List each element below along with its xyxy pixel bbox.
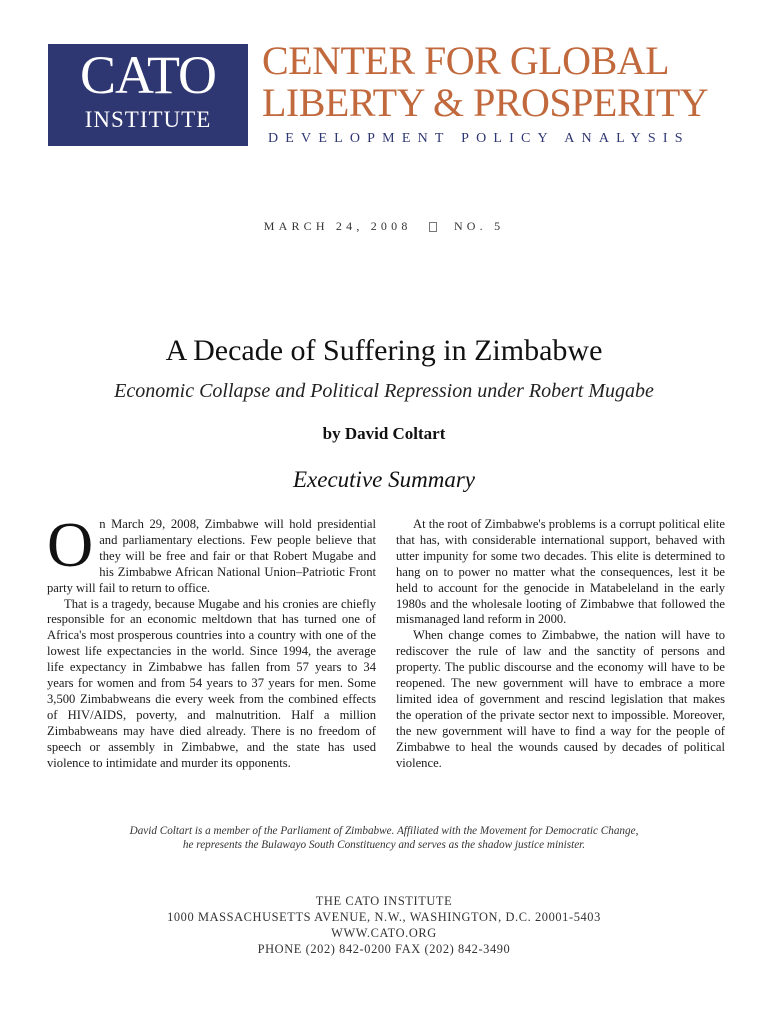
paragraph: At the root of Zimbabwe's problems is a corrupt political elite that has, with considerable international support, behaved with utter impunity for some two decades. This elite is determined to hang on to power no matter what the consequences, lest it be held to account for the genocide in Matabeleland in the early 1980s and the wholesale looting of Zimbabwe that followed the mismanaged land reform in 2000.: [396, 517, 725, 627]
page-title: A Decade of Suffering in Zimbabwe: [165, 334, 603, 367]
footer-address: 1000 MASSACHUSETTS AVENUE, N.W., WASHINGTON, D.C. 20001-5403: [167, 910, 601, 924]
paragraph-text: n March 29, 2008, Zimbabwe will hold presidential and parliamentary elections. Few people believe that they will be free and fair or that Robert Mugabe and his Zimbabwe African National Union–Patriotic Front party will fail to return to office.: [47, 517, 376, 595]
drop-cap: O: [47, 509, 94, 580]
footer-website: WWW.CATO.ORG: [331, 926, 437, 940]
author-note-line2: he represents the Bulawayo South Constituency and serves as the shadow justice minister.: [182, 839, 586, 851]
section-heading: Executive Summary: [292, 467, 475, 492]
paragraph: When change comes to Zimbabwe, the nation will have to rediscover the rule of law and the sanctity of persons and property. The public discourse and the economy will have to be reopened. The new government will have to embrace a more limited idea of government and rescind legislation that makes the operation of the private sector next to impossible. Moreover, the new government will have to find a way for the people of Zimbabwe to heal the wounds caused by decades of political violence.: [396, 628, 725, 770]
center-title-line1: CENTER FOR GLOBAL: [262, 38, 670, 83]
footer: [0, 893, 768, 957]
paragraph: That is a tragedy, because Mugabe and his cronies are chiefly responsible for an economic meltdown that has turned one of Africa's most prosperous countries into a country with one of the lowest life expectancies in the world. Since 1994, the average life expectancy in Zimbabwe has fallen from 57 years to 34 years for women and from 54 years to 37 years for men. Some 3,500 Zimbabweans die every week from the combined effects of HIV/AIDS, poverty, and malnutrition. Half a million Zimbabweans may have died already. There is no freedom of speech or assembly in Zimbabwe, and the state has used violence to intimidate and murder its opponents.: [47, 596, 376, 770]
cato-logo: [48, 44, 248, 146]
author-note: [60, 824, 708, 852]
center-title-line2: LIBERTY & PROSPERITY: [262, 80, 709, 125]
footer-org: THE CATO INSTITUTE: [315, 894, 453, 908]
logo-bottom-text: INSTITUTE: [84, 107, 212, 132]
left-column: [47, 509, 376, 772]
issue-number: NO. 5: [453, 219, 505, 233]
masthead: [0, 0, 768, 160]
footer-phone: PHONE (202) 842-0200 FAX (202) 842-3490: [257, 942, 511, 956]
logo-top-text: CATO: [79, 45, 217, 105]
byline: by David Coltart: [322, 424, 446, 443]
center-title: [262, 40, 732, 124]
right-column: [396, 517, 725, 772]
dateline: [0, 219, 768, 234]
paragraph: [47, 509, 376, 597]
page-subtitle: Economic Collapse and Political Repression under Robert Mugabe: [114, 380, 654, 402]
series-name: DEVELOPMENT POLICY ANALYSIS: [268, 131, 690, 146]
separator-box-icon: [429, 222, 437, 232]
issue-date: MARCH 24, 2008: [263, 219, 412, 233]
author-note-line1: David Coltart is a member of the Parliament of Zimbabwe. Affiliated with the Movement for Democratic Change,: [129, 825, 639, 837]
